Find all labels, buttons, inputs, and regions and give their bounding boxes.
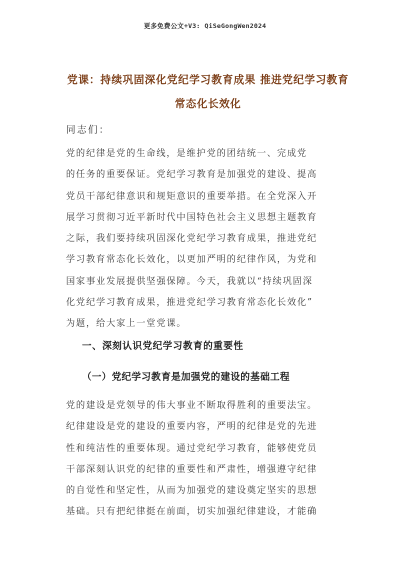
paragraph-line: 国家事业发展提供坚强保障。今天，我就以“持续巩固深 bbox=[66, 276, 313, 287]
paragraph-line: 为题，给大家上一堂党课。 bbox=[66, 319, 187, 330]
paragraph-line: 学习教育常态化长效化，以更加严明的纪律作风，为党和 bbox=[66, 255, 318, 266]
title-line: 常态化长效化 bbox=[174, 98, 242, 110]
paragraph-line: 之际，我们要持续巩固深化党纪学习教育成果，推进党纪 bbox=[66, 234, 318, 245]
paragraph-line: 干部深刻认识党的纪律的重要性和严肃性，增强遵守纪律 bbox=[66, 464, 318, 475]
title-line: 党课：持续巩固深化党纪学习教育成果 推进党纪学习教育 bbox=[67, 74, 349, 86]
paragraph-intro bbox=[66, 144, 356, 336]
paragraph-line: 展学习贯彻习近平新时代中国特色社会主义思想主题教育 bbox=[66, 212, 318, 223]
paragraph-line: 党的纪律是党的生命线，是维护党的团结统一、完成党 bbox=[66, 149, 308, 159]
document-title bbox=[58, 68, 358, 116]
paragraph-line: 纪律建设是党的建设的重要内容，严明的纪律是党的先进 bbox=[66, 422, 318, 433]
section-heading: 一、深刻认识党纪学习教育的重要性 bbox=[82, 341, 244, 352]
paragraph-line: 性和纯洁性的重要体现。通过党纪学习教育，能够使党员 bbox=[66, 443, 318, 454]
paragraph-line: 基础。只有把纪律挺在前面，切实加强纪律建设，才能确 bbox=[66, 507, 318, 518]
paragraph-line: 的自觉性和坚定性，从而为加强党的建设奠定坚实的思想 bbox=[66, 486, 318, 497]
paragraph-section-body bbox=[66, 396, 356, 524]
paragraph-line: 党员干部纪律意识和规矩意识的重要举措。在全党深入开 bbox=[66, 191, 318, 202]
header-promo-note: 更多免费公文+V3: QiSeGongWen2024 bbox=[143, 22, 267, 30]
paragraph-line: 化党纪学习教育成果，推进党纪学习教育常态化长效化” bbox=[66, 298, 313, 309]
subsection-heading: （一）党纪学习教育是加强党的建设的基础工程 bbox=[82, 372, 290, 383]
paragraph-line: 的任务的重要保证。党纪学习教育是加强党的建设、提高 bbox=[66, 170, 318, 181]
salutation: 同志们： bbox=[66, 125, 111, 136]
paragraph-line: 党的建设是党领导的伟大事业不断取得胜利的重要法宝。 bbox=[66, 401, 318, 411]
